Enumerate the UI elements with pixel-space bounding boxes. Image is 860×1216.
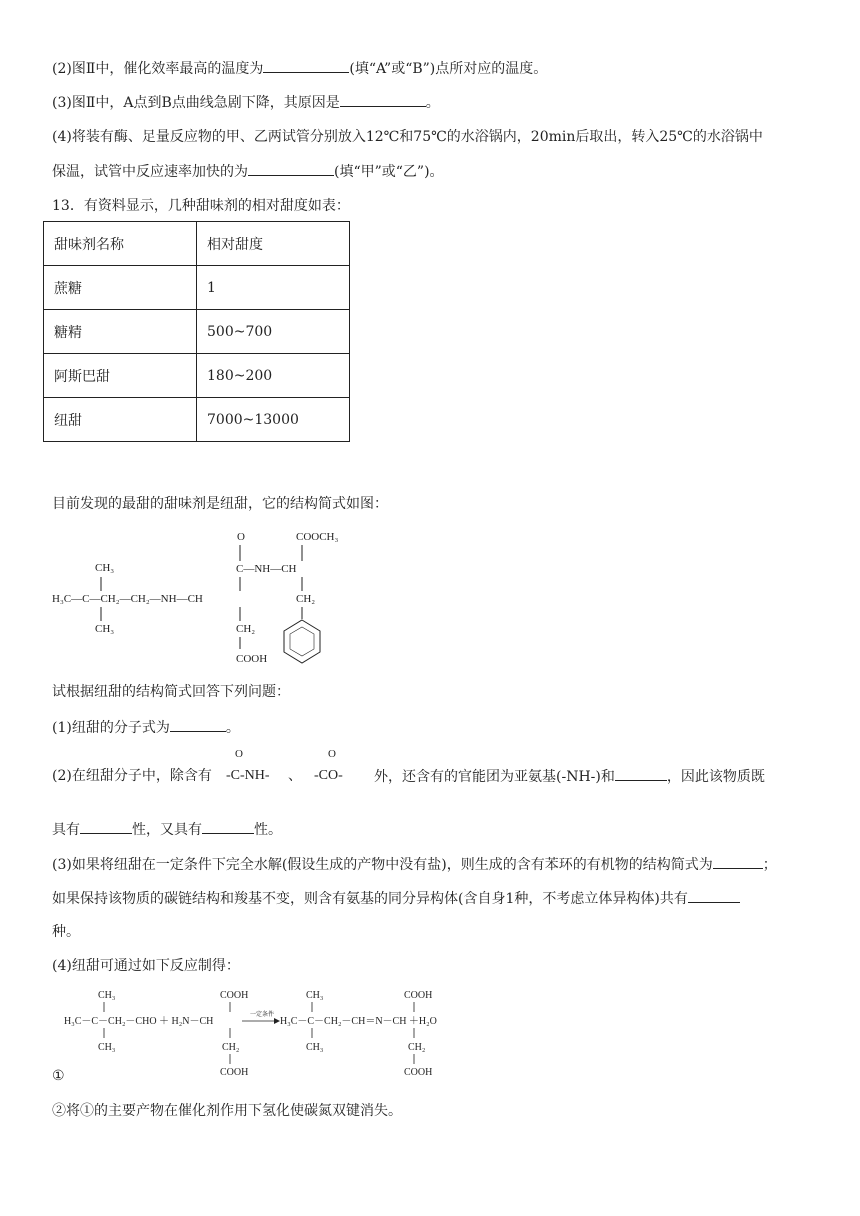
cooh-label: COOH: [236, 653, 268, 665]
q12-part4-text2: 保温，试管中反应速率加快的为: [52, 164, 248, 180]
cooh-label: COOH: [220, 990, 249, 1001]
answer-blank[interactable]: [263, 58, 349, 73]
cooch3-label: COOCH₃: [296, 531, 339, 543]
q13-part2-line2-c: 性。: [254, 822, 282, 838]
q13-part2-text-end: [374, 766, 765, 787]
table-header-cell: 相对甜度: [197, 222, 350, 266]
main-chain-label: H₃C—C—CH₂—CH₂—NH—CH: [52, 593, 203, 605]
q13-part2-line2-b: 性，又具有: [132, 822, 202, 838]
ch2-right-label: CH₂: [296, 593, 316, 605]
ch2-label: CH₂: [222, 1042, 240, 1053]
reactant-left: H₃C－C－CH₂－CHO ＋ H₂N－CH: [64, 1016, 214, 1027]
q13-part2-line1: [52, 748, 765, 786]
ch3-label: CH₃: [98, 990, 116, 1001]
q12-part4-line1: [52, 127, 763, 147]
q12-part3: [52, 92, 440, 113]
q12-part4-text2-end: (填“甲”或“乙”)。: [334, 164, 444, 180]
q13-part2-text: (2)在纽甜分子中，除含有: [52, 768, 212, 784]
group-text: -CO-: [314, 768, 343, 783]
step-two-text: ②将①的主要产物在催化剂作用下氢化使碳氮双键消失。: [52, 1103, 402, 1119]
answer-blank[interactable]: [340, 92, 426, 107]
table-cell: 糖精: [44, 310, 197, 354]
product-right: H₃C－C－CH₂－CH＝N－CH ＋H₂O: [280, 1016, 437, 1027]
answer-blank[interactable]: [615, 766, 667, 781]
group-oxygen: O: [328, 748, 336, 760]
q13-intro-text: 13．有资料显示，几种甜味剂的相对甜度如表：: [52, 198, 350, 214]
q13-part2-line2-a: 具有: [52, 822, 80, 838]
table-cell: 7000~13000: [197, 398, 350, 442]
q13-part3-text2: 如果保持该物质的碳链结构和羧基不变，则含有氨基的同分异构体(含自身1种，不考虑立体异构体)共有: [52, 891, 688, 907]
table-header-row: [44, 222, 350, 266]
cooh-label: COOH: [404, 1067, 433, 1078]
answer-blank[interactable]: [688, 888, 740, 903]
q13-part3-line3: [52, 922, 80, 942]
q13-part3-line1: [52, 854, 777, 875]
q13-part1-text-end: 。: [225, 720, 240, 736]
q13-part3-text: (3)如果将纽甜在一定条件下完全水解(假设生成的产物中没有盐)，则生成的含有苯环的有机物的结构简式为: [52, 857, 713, 873]
ch3-label: CH₃: [98, 1042, 116, 1053]
table-cell: 纽甜: [44, 398, 197, 442]
q13-part2-line2: [52, 819, 282, 840]
ch2-mid-label: CH₂: [236, 623, 256, 635]
group-oxygen: O: [235, 748, 243, 760]
amide-group-formula: [226, 748, 270, 786]
q12-part2: [52, 58, 547, 79]
group-text: -C-NH-: [226, 768, 270, 783]
answer-blank[interactable]: [248, 161, 334, 176]
q13-intro: [52, 196, 350, 216]
answer-prompt-text: 试根据纽甜的结构简式回答下列问题：: [52, 684, 290, 700]
benzene-inner-icon: [290, 627, 314, 656]
table-cell: 阿斯巴甜: [44, 354, 197, 398]
q13-part4-intro: [52, 956, 240, 976]
q13-part3-semicolon: ；: [762, 857, 777, 873]
q13-part1: [52, 717, 240, 738]
table-header-cell: 甜味剂名称: [44, 222, 197, 266]
table-cell: 180~200: [197, 354, 350, 398]
table-cell: 1: [197, 266, 350, 310]
table-row: [44, 266, 350, 310]
q13-part2-text-end-b: ，因此该物质既: [666, 769, 765, 785]
arrow-label: 一定条件: [250, 1012, 275, 1018]
q13-part1-text: (1)纽甜的分子式为: [52, 720, 170, 736]
q12-part3-text-end: 。: [425, 95, 440, 111]
cooh-label: COOH: [220, 1067, 249, 1078]
answer-blank[interactable]: [713, 854, 763, 869]
q12-part4-text: (4)将装有酶、足量反应物的甲、乙两试管分别放入12℃和75℃的水浴锅内，20min后取出，转入25℃的水浴锅中: [52, 129, 763, 145]
q13-part2-text-end-a: 外，还含有的官能团为亚氨基(-NH-)和: [374, 769, 615, 785]
q12-part4-line2: [52, 161, 444, 182]
neotame-intro-text: 目前发现的最甜的甜味剂是纽甜，它的结构简式如图：: [52, 496, 388, 512]
step-one: [52, 1066, 65, 1086]
c-nh-ch-label: C—NH—CH: [236, 563, 297, 575]
ch3-top-label: CH₃: [95, 562, 115, 574]
benzene-ring-icon: [284, 620, 320, 663]
ch3-label: CH₃: [306, 990, 324, 1001]
q12-part2-text: (2)图Ⅱ中，催化效率最高的温度为: [52, 61, 264, 77]
table-cell: 500~700: [197, 310, 350, 354]
oxygen-label: O: [237, 531, 245, 543]
answer-prompt: [52, 682, 290, 702]
neotame-structure: [50, 525, 370, 670]
carbonyl-group-formula: [314, 748, 343, 786]
separator: 、: [288, 768, 302, 784]
answer-blank[interactable]: [202, 819, 254, 834]
answer-blank[interactable]: [80, 819, 132, 834]
table-row: [44, 354, 350, 398]
table-cell: 蔗糖: [44, 266, 197, 310]
step-two: [52, 1101, 402, 1121]
ch2-label: CH₂: [408, 1042, 426, 1053]
table-row: [44, 398, 350, 442]
sweetness-table: [43, 221, 350, 442]
cooh-label: COOH: [404, 990, 433, 1001]
q13-part3-line2: [52, 888, 740, 909]
answer-blank[interactable]: [170, 717, 226, 732]
reaction-equation: [60, 984, 480, 1079]
q12-part2-text-end: (填“A”或“B”)点所对应的温度。: [349, 61, 548, 77]
step-one-marker: ①: [52, 1068, 65, 1084]
neotame-intro: [52, 494, 388, 514]
q12-part3-text: (3)图Ⅱ中，A点到B点曲线急剧下降，其原因是: [52, 95, 340, 111]
q13-part4-text: (4)纽甜可通过如下反应制得：: [52, 958, 240, 974]
ch3-bottom-label: CH₃: [95, 623, 115, 635]
ch3-label: CH₃: [306, 1042, 324, 1053]
table-row: [44, 310, 350, 354]
q13-part3-text3: 种。: [52, 924, 80, 940]
